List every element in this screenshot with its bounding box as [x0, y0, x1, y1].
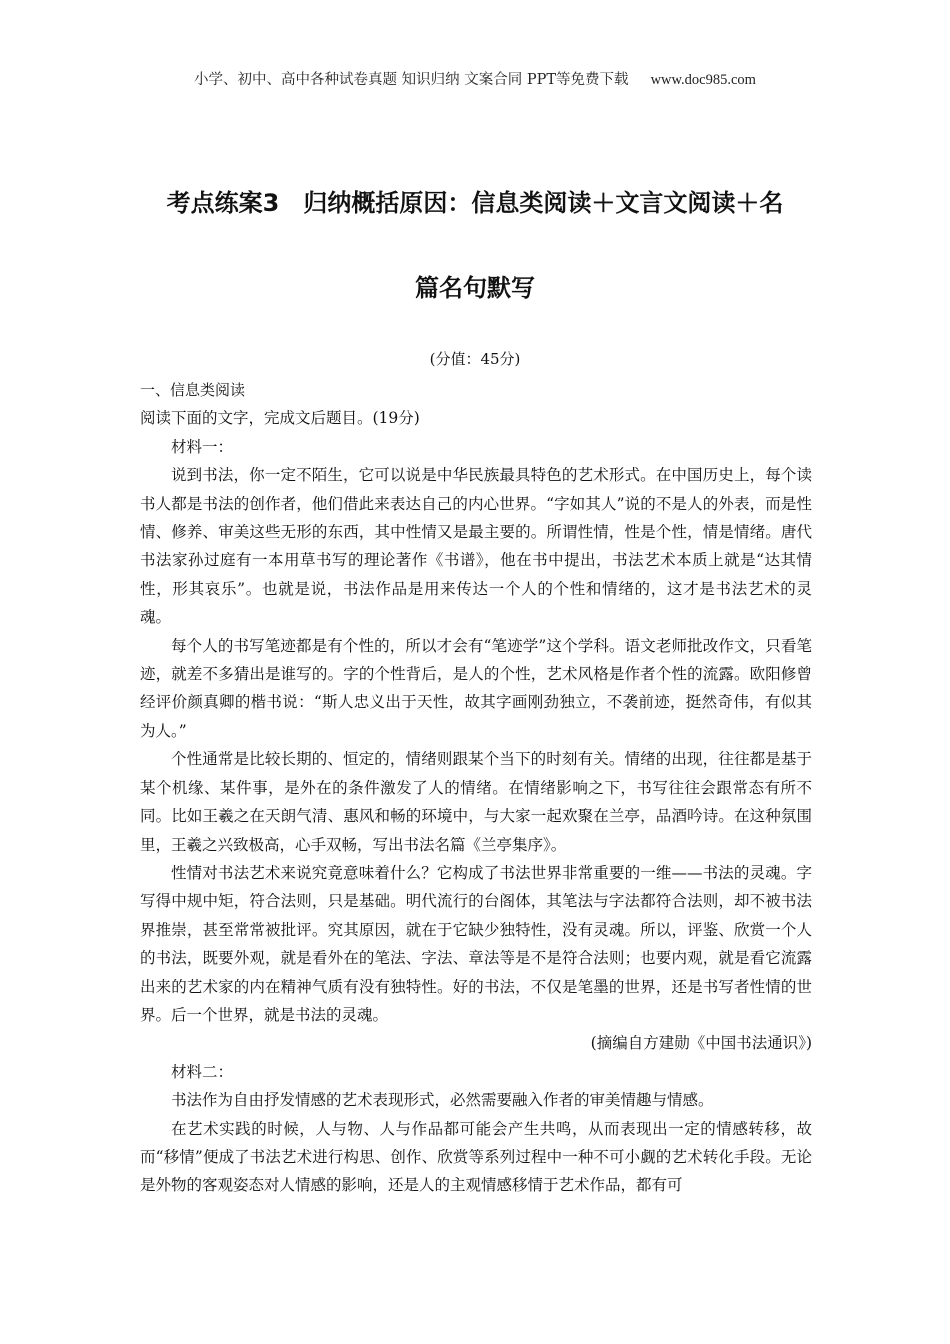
page-header: [0, 68, 950, 89]
material1-paragraph: 个性通常是比较长期的、恒定的，情绪则跟某个当下的时刻有关。情绪的出现，往往都是基于某个机缘、某件事，是外在的条件激发了人的情绪。在情绪影响之下，书写往往会跟常态有所不同。比如王羲之在天朗气清、惠风和畅的环境中，与大家一起欢聚在兰亭，品酒吟诗。在这种氛围里，王羲之兴致极高，心手双畅，写出书法名篇《兰亭集序》。: [140, 750, 812, 854]
title-line-2: 篇名句默写: [415, 274, 535, 302]
header-site: www.doc985.com: [650, 72, 756, 88]
material1-paragraph: 性情对书法艺术来说究竟意味着什么？它构成了书法世界非常重要的一维——书法的灵魂。字写得中规中矩，符合法则，只是基础。明代流行的台阁体，其笔法与字法都符合法则，却不被书法界推崇，甚至常常被批评。究其原因，就在于它缺少独特性，没有灵魂。所以，评鉴、欣赏一个人的书法，既要外观，就是看外在的笔法、字法、章法等是不是符合法则；也要内观，就是看它流露出来的艺术家的内在精神气质有没有独特性。好的书法，不仅是笔墨的世界，还是书写者性情的世界。后一个世界，就是书法的灵魂。: [140, 863, 812, 1024]
material1-source: (摘编自方建勋《中国书法通识》): [590, 1034, 812, 1053]
header-text: 小学、初中、高中各种试卷真题 知识归纳 文案合同 PPT等免费下载: [194, 72, 629, 88]
document-body: [140, 376, 812, 1200]
section-heading: 一、信息类阅读: [140, 381, 246, 399]
material1-label: 材料一：: [171, 437, 234, 456]
score-note: (分值：45分): [429, 350, 521, 368]
material1-paragraph: 说到书法，你一定不陌生，它可以说是中华民族最具特色的艺术形式。在中国历史上，每个读书人都是书法的创作者，他们借此来表达自己的内心世界。“字如其人”说的不是人的外表，而是性情、修养、审美这些无形的东西，其中性情又是最主要的。所谓性情，性是个性，情是情绪。唐代书法家孙过庭有一本用草书写的理论著作《书谱》，他在书中提出，书法艺术本质上就是“达其情性，形其哀乐”。也就是说，书法作品是用来传达一个人的个性和情绪的，这才是书法艺术的灵魂。: [140, 466, 812, 627]
title-line-1: 考点练案3 归纳概括原因：信息类阅读＋文言文阅读＋名: [166, 189, 784, 217]
instruction: 阅读下面的文字，完成文后题目。(19分): [140, 409, 420, 428]
material2-paragraph: 在艺术实践的时候，人与物、人与作品都可能会产生共鸣，从而表现出一定的情感转移，故而“移情”便成了书法艺术进行构思、创作、欣赏等系列过程中一种不可小觑的艺术转化手段。无论是外物的客观姿态对人情感的影响，还是人的主观情感移情于艺术作品，都有可: [140, 1119, 812, 1195]
material2-paragraph: 书法作为自由抒发情感的艺术表现形式，必然需要融入作者的审美情趣与情感。: [171, 1091, 714, 1110]
material2-label: 材料二：: [171, 1062, 234, 1081]
material1-paragraph: 每个人的书写笔迹都是有个性的，所以才会有“笔迹学”这个学科。语文老师批改作文，只看笔迹，就差不多猜出是谁写的。字的个性背后，是人的个性，艺术风格是作者个性的流露。欧阳修曾经评价颜真卿的楷书说：“斯人忠义出于天性，故其字画刚劲独立，不袭前迹，挺然奇伟，有似其为人。”: [140, 636, 812, 740]
